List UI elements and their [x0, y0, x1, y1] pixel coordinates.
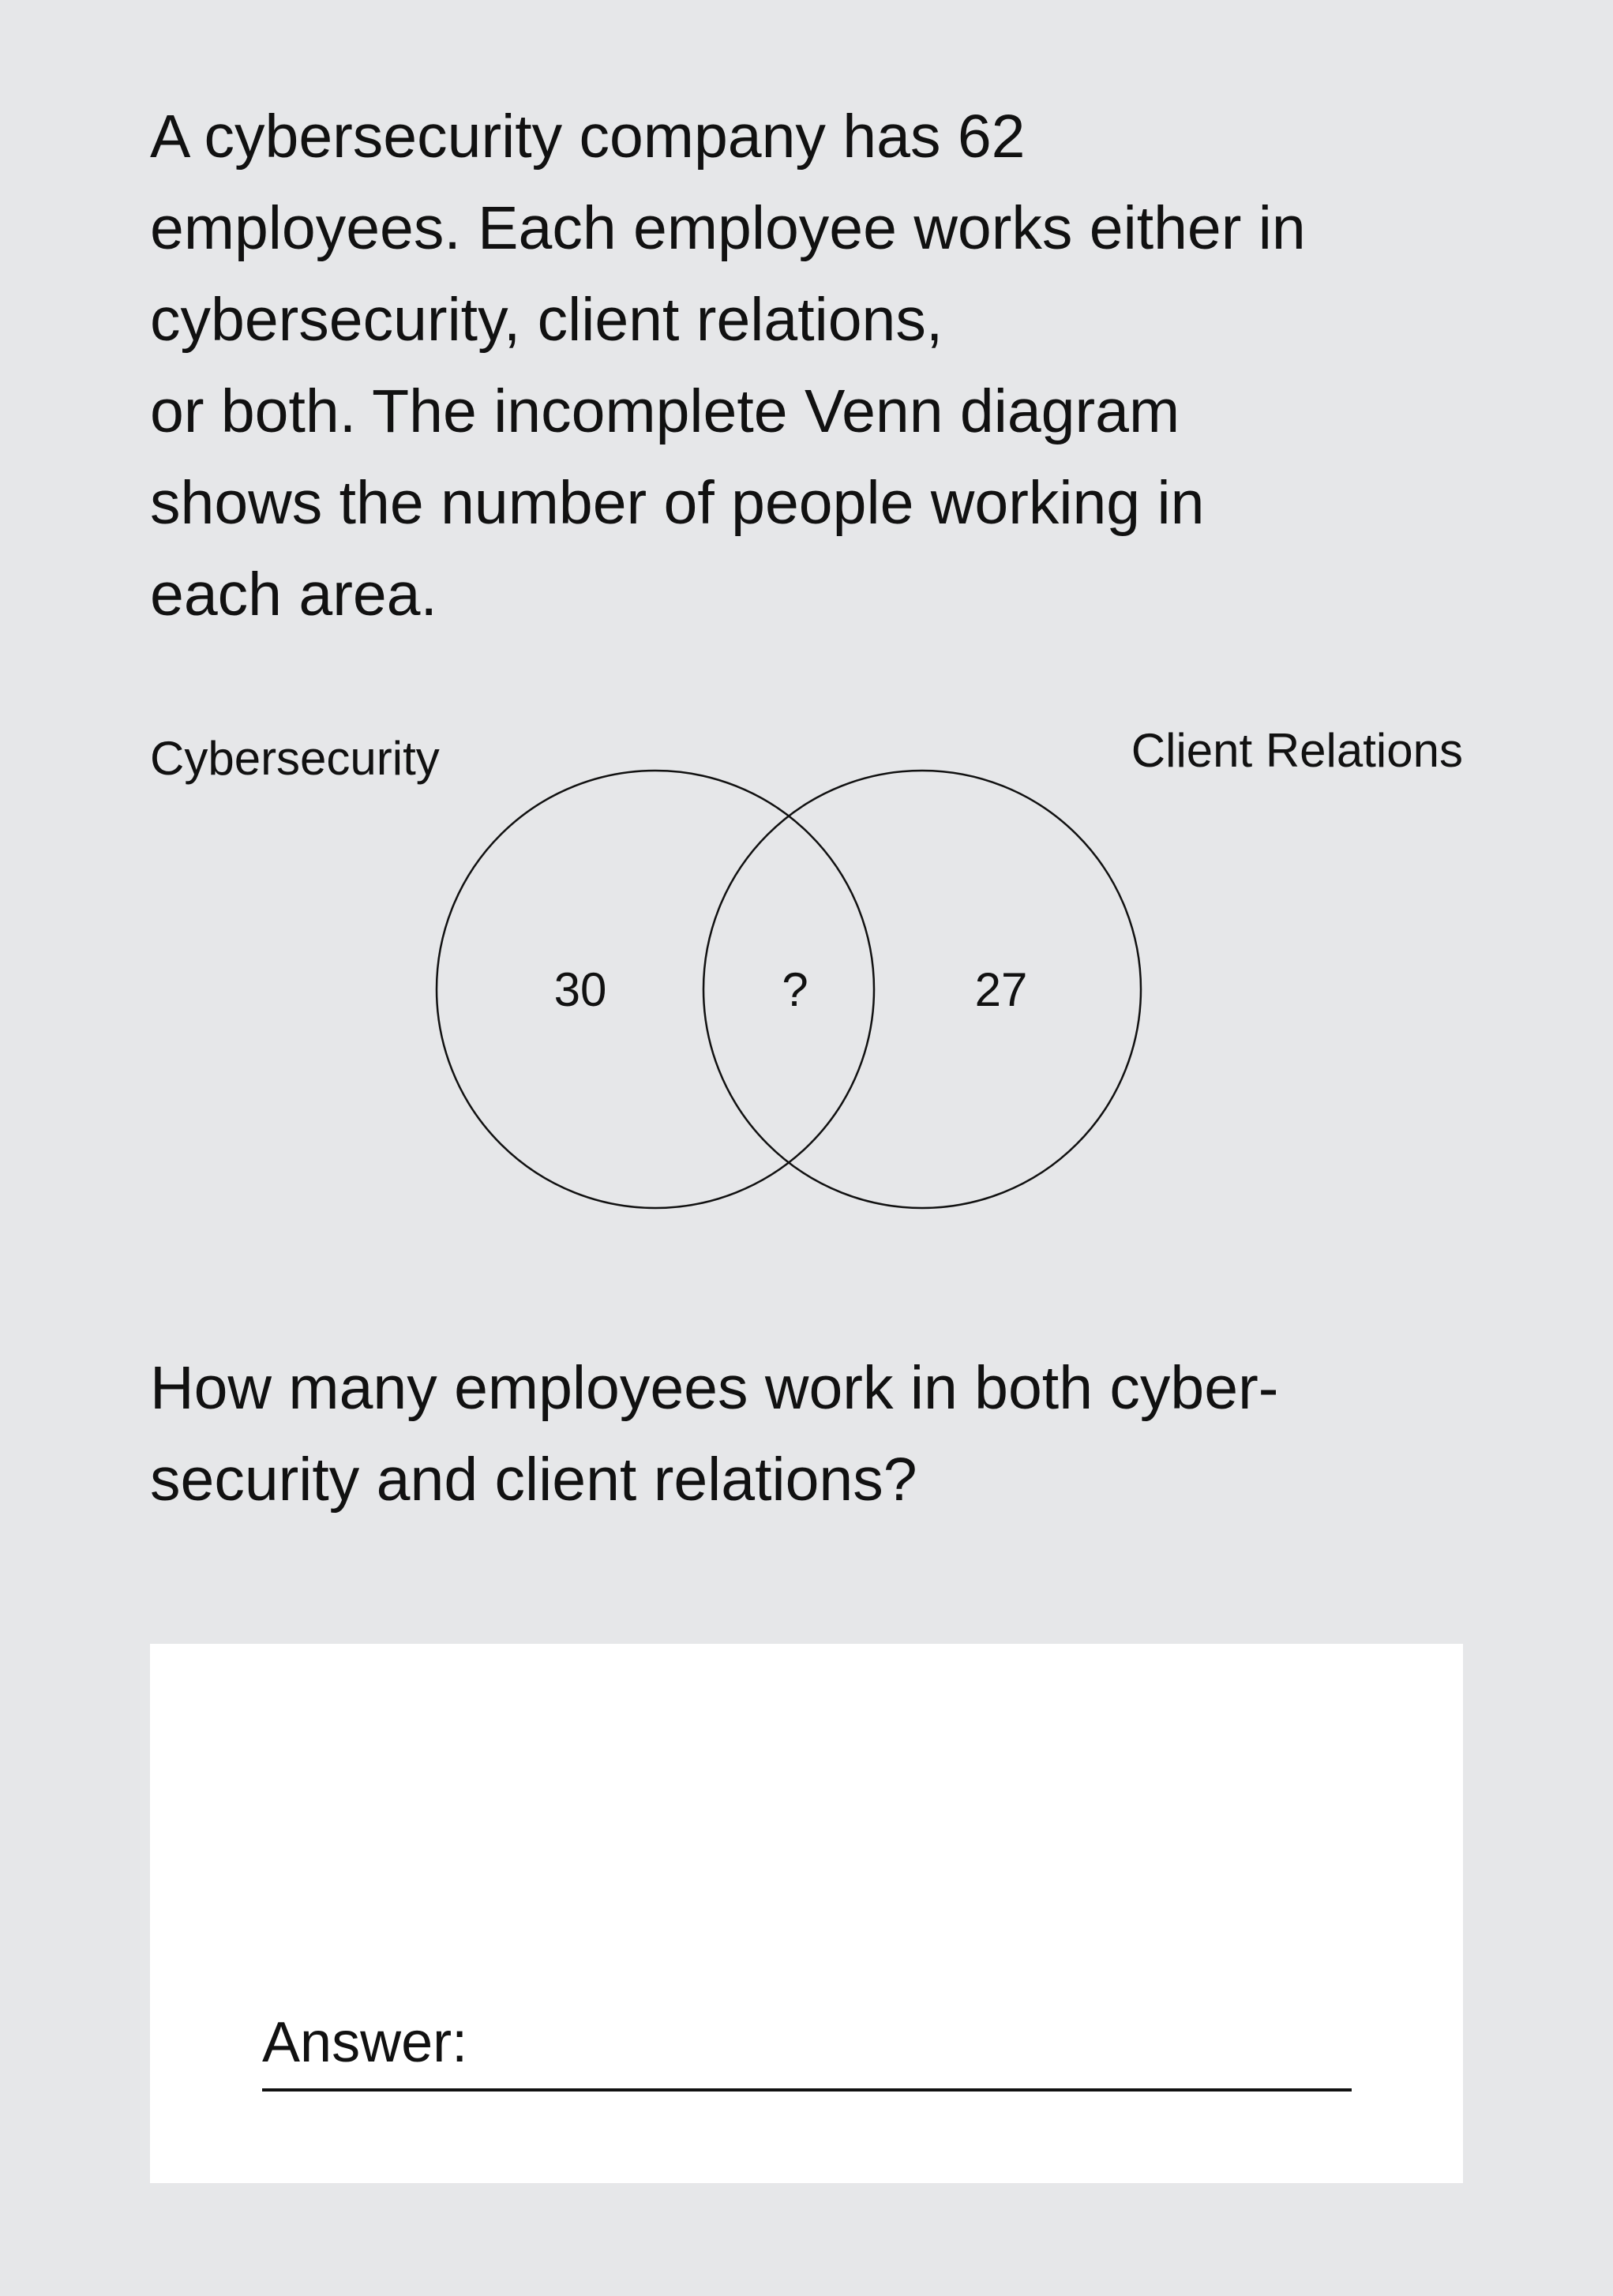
intro-line: employees. Each employee works either in — [150, 194, 1306, 262]
answer-box — [150, 1644, 1463, 2183]
answer-line[interactable] — [262, 2088, 1352, 2092]
answer-label: Answer: — [262, 2011, 468, 2074]
intro-line: A cybersecurity company has 62 — [150, 103, 1026, 171]
client-relations-circle — [703, 771, 1141, 1208]
left-set-label: Cybersecurity — [150, 732, 440, 785]
intersection-value: ? — [782, 963, 808, 1016]
intro-line: shows the number of people working in — [150, 469, 1205, 537]
problem-statement — [150, 91, 1508, 640]
question-line: How many employees work in both cyber- — [150, 1354, 1279, 1422]
venn-diagram — [0, 711, 1613, 1263]
intro-line: each area. — [150, 561, 437, 628]
question — [150, 1342, 1508, 1525]
right-only-value: 27 — [974, 963, 1028, 1016]
left-only-value: 30 — [553, 963, 607, 1016]
cybersecurity-circle — [437, 771, 874, 1208]
question-line: security and client relations? — [150, 1446, 917, 1514]
intro-line: or both. The incomplete Venn diagram — [150, 377, 1180, 445]
right-set-label: Client Relations — [1131, 724, 1463, 777]
intro-line: cybersecurity, client relations, — [150, 286, 943, 354]
